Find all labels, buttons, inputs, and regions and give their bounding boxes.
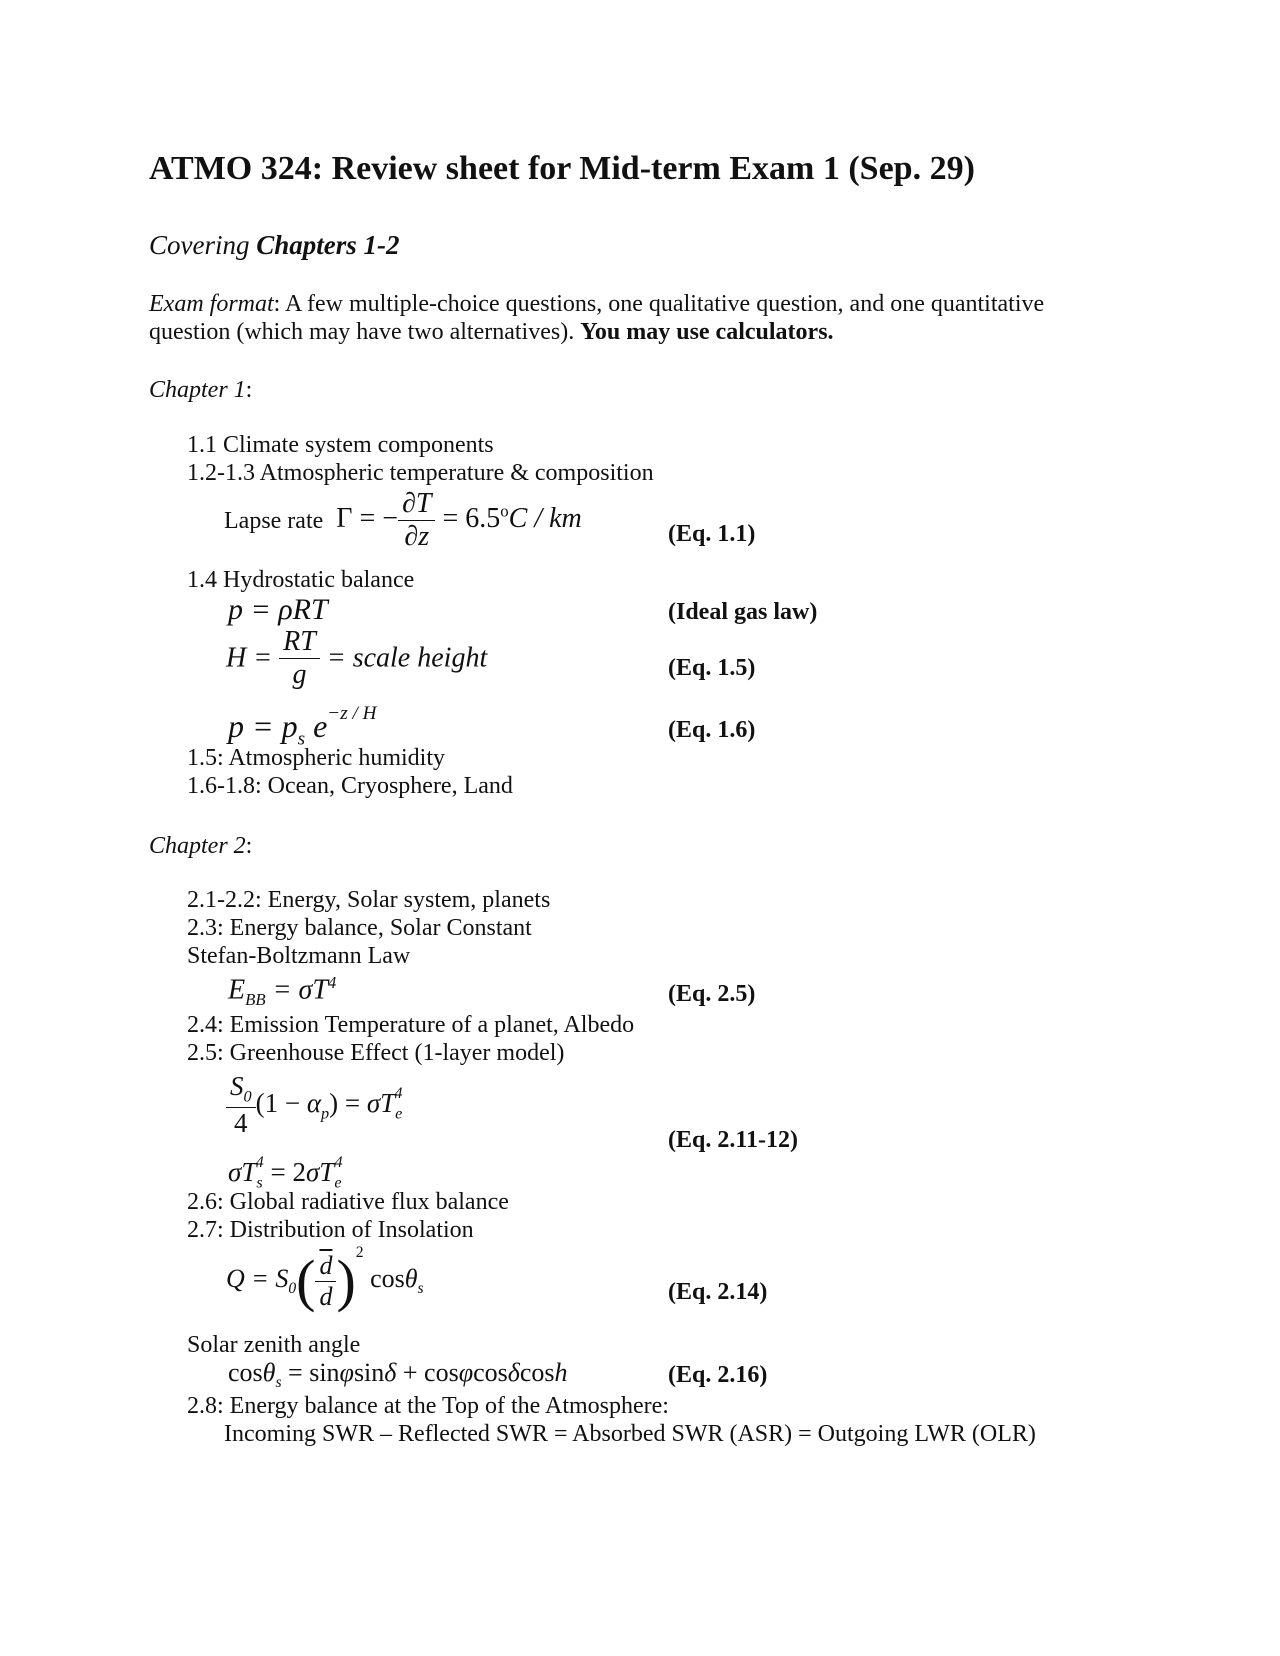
exam-format-label: Exam format bbox=[149, 291, 274, 317]
stefan-boltzmann-equation: $E_{BB} = \sigma T^4$ bbox=[228, 973, 337, 1009]
section-1-6: 1.6-1.8: Ocean, Cryosphere, Land bbox=[187, 773, 513, 799]
chapter2-heading-text: Chapter 2 bbox=[149, 833, 246, 859]
covering-chapters: Chapters 1-2 bbox=[256, 230, 400, 260]
lapse-rate-value: = 6.5 bbox=[442, 502, 501, 534]
section-2-7: 2.7: Distribution of Insolation bbox=[187, 1217, 474, 1243]
calculators-note: You may use calculators. bbox=[580, 319, 834, 345]
exam-format-line1 bbox=[149, 292, 1044, 316]
ideal-gas-label: (Ideal gas law) bbox=[668, 599, 818, 625]
covering-prefix: Covering bbox=[149, 230, 257, 260]
lapse-rate-unit: C / km bbox=[508, 502, 582, 534]
eq-2-11-12-label: (Eq. 2.11-12) bbox=[668, 1127, 799, 1153]
surface-energy-equation: $\sigma T_s^4 = 2\sigma T_e^4$ bbox=[228, 1153, 343, 1192]
section-2-1: 2.1-2.2: Energy, Solar system, planets bbox=[187, 887, 551, 913]
exam-format-text2: question (which may have two alternatives). bbox=[149, 319, 581, 345]
scale-height-text: = scale height bbox=[326, 642, 488, 674]
lapse-rate-equation: Lapse rate Γ = − $\frac{\partial T}{\partial z}$ = $6.5^oC$ / km bbox=[224, 488, 582, 552]
exam-format-text1: : A few multiple-choice questions, one qualitative question, and one quantitative bbox=[273, 291, 1045, 317]
stefan-boltzmann-heading: Stefan-Boltzmann Law bbox=[187, 943, 411, 969]
toa-balance-statement: Incoming SWR – Reflected SWR = Absorbed SWR (ASR) = Outgoing LWR (OLR) bbox=[224, 1421, 1036, 1447]
section-2-4: 2.4: Emission Temperature of a planet, Albedo bbox=[187, 1012, 635, 1038]
solar-zenith-heading: Solar zenith angle bbox=[187, 1332, 361, 1358]
ideal-gas-equation: p = ρRT bbox=[228, 593, 328, 626]
eq-2-14-label: (Eq. 2.14) bbox=[668, 1279, 768, 1305]
chapter2-heading: Chapter 2: bbox=[149, 833, 253, 859]
section-1-5: 1.5: Atmospheric humidity bbox=[187, 745, 445, 771]
section-2-5: 2.5: Greenhouse Effect (1-layer model) bbox=[187, 1040, 565, 1066]
section-2-6: 2.6: Global radiative flux balance bbox=[187, 1189, 509, 1215]
eq-1-6-label: (Eq. 1.6) bbox=[668, 717, 756, 743]
eq-1-1-label: (Eq. 1.1) bbox=[668, 521, 756, 547]
eq-2-5-label: (Eq. 2.5) bbox=[668, 981, 756, 1007]
eq-2-16-label: (Eq. 2.16) bbox=[668, 1362, 768, 1388]
section-1-2: 1.2-1.3 Atmospheric temperature & composition bbox=[187, 460, 654, 486]
chapter1-heading-text: Chapter 1 bbox=[149, 377, 246, 403]
section-1-1: 1.1 Climate system components bbox=[187, 432, 494, 458]
section-1-4: 1.4 Hydrostatic balance bbox=[187, 567, 415, 593]
chapter1-heading: Chapter 1: bbox=[149, 377, 253, 403]
page-title: ATMO 324: Review sheet for Mid-term Exam 1 (Sep. 29) bbox=[149, 150, 975, 187]
eq-1-5-label: (Eq. 1.5) bbox=[668, 655, 756, 681]
section-2-8: 2.8: Energy balance at the Top of the Atmosphere: bbox=[187, 1393, 669, 1419]
zenith-equation: cosθ$_s$ = sinφsinδ + cosφcosδcosh bbox=[228, 1358, 568, 1392]
section-2-3: 2.3: Energy balance, Solar Constant bbox=[187, 915, 532, 941]
insolation-equation: $Q = S_0$( $\frac{\overline{d}}{d}$ )$^2$ cosθ$_s$ bbox=[226, 1244, 424, 1313]
pressure-equation: $p = p_s$ $e^{-z / H}$ bbox=[228, 703, 377, 750]
exam-format-line2 bbox=[149, 320, 834, 344]
planet-energy-equation: $\frac{S_0}{4}$ $(1 - \alpha_p) = \sigma T_e^4$ bbox=[226, 1073, 402, 1137]
scale-height-equation: H = $\frac{RT}{g}$ = scale height bbox=[226, 626, 488, 690]
lapse-rate-label: Lapse rate bbox=[224, 507, 324, 534]
covering-line bbox=[149, 232, 400, 259]
